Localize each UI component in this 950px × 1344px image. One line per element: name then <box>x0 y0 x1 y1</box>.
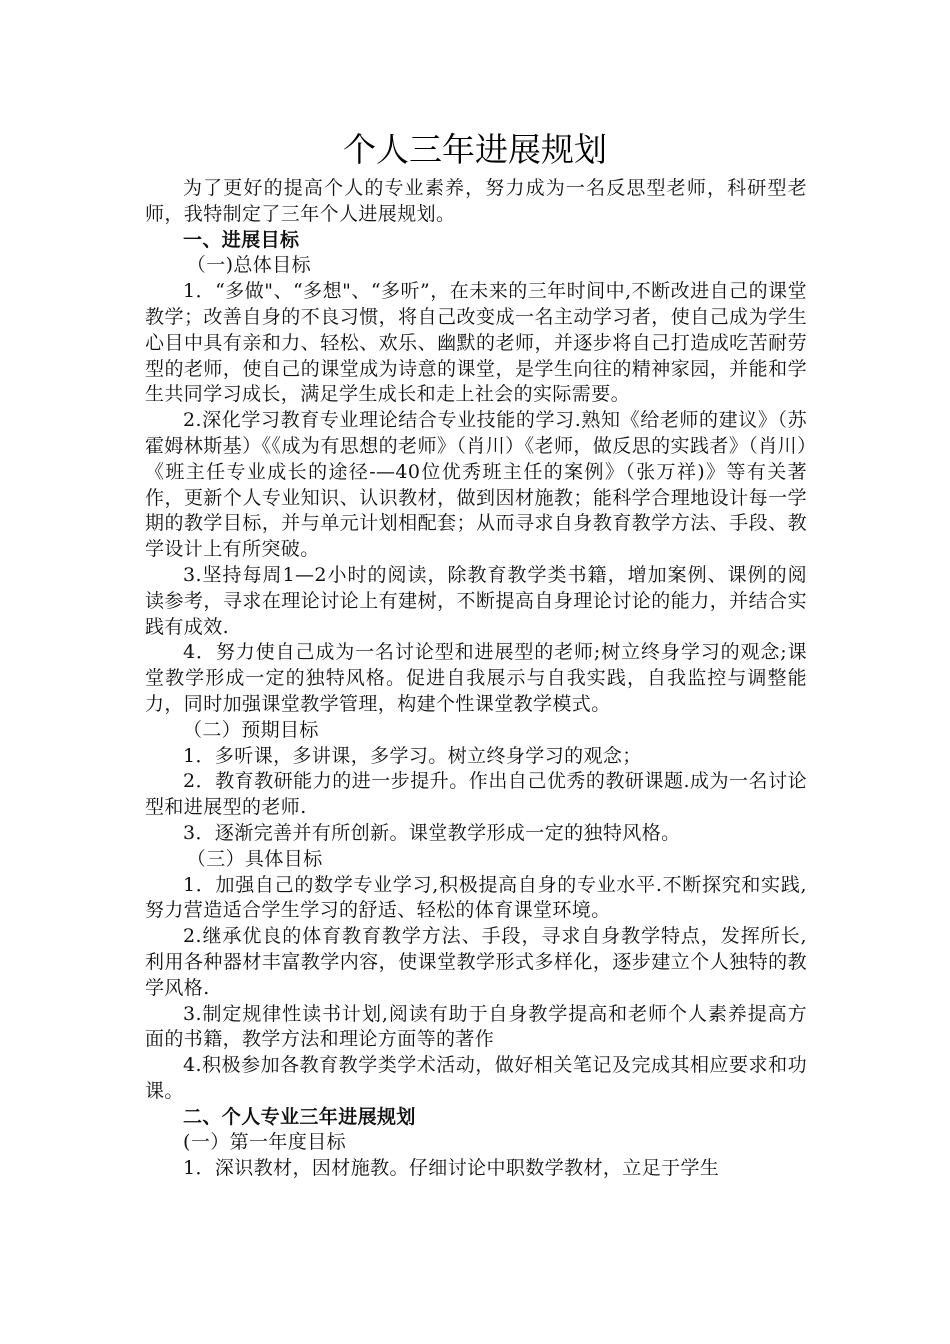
paragraph-intro: 为了更好的提高个人的专业素养，努力成为一名反思型老师，科研型老师，我特制定了三年个人进展规划。 <box>145 177 807 225</box>
heading-goals: 一、进展目标 <box>183 228 300 251</box>
paragraph-first-year-1: 1．深识教材，因材施教。仔细讨论中职数学教材，立足于学生 <box>183 1157 720 1180</box>
subheading-specific-goals: （三）具体目标 <box>186 847 323 870</box>
paragraph-expected-1: 1．多听课，多讲课，多学习。树立终身学习的观念； <box>183 744 642 767</box>
paragraph-expected-2: 2．教育教研能力的进一步提升。作出自己优秀的教研课题.成为一名讨论型和进展型的老师. <box>145 770 807 819</box>
paragraph-goal-4: 4．努力使自己成为一名讨论型和进展型的老师;树立终身学习的观念;课堂教学形成一定的独特风格。促进自我展示与自我实践，自我监控与调整能力，同时加强课堂教学管理，构建个性课堂教学模式。 <box>145 641 807 715</box>
paragraph-specific-2: 2.继承优良的体育教育教学方法、手段，寻求自身教学特点，发挥所长,利用各种器材丰富教学内容，使课堂教学形式多样化，逐步建立个人独特的教学风格. <box>145 925 807 999</box>
document-body <box>145 176 807 1182</box>
paragraph-specific-3: 3.制定规律性读书计划,阅读有助于自身教学提高和老师个人素养提高方面的书籍，教学方法和理论方面等的著作 <box>145 1002 807 1051</box>
paragraph-goal-2: 2.深化学习教育专业理论结合专业技能的学习.熟知《给老师的建议》（苏霍姆林斯基）《《成为有思想的老师》（肖川）《老师，做反思的实践者》（肖川）《班主任专业成长的途径-—40位优秀班主任的案例》（张万祥)》等有关著作，更新个人专业知识、认识教材，做到因材施教；能科学合理地设计每一学期的教学目标，并与单元计划相配套；从而寻求自身教育教学方法、手段、教学设计上有所突破。 <box>145 409 807 561</box>
paragraph-goal-3: 3.坚持每周1—2小时的阅读，除教育教学类书籍，增加案例、课例的阅读参考，寻求在理论讨论上有建树，不断提高自身理论讨论的能力，并结合实践有成效. <box>145 563 807 638</box>
subheading-overall-goals: （一)总体目标 <box>186 254 312 277</box>
subheading-first-year: (一）第一年度目标 <box>183 1131 347 1154</box>
paragraph-goal-1: 1．“多做"、“多想"、“多听”，在未来的三年时间中,不断改进自己的课堂教学；改善自身的不良习惯，将自己改变成一名主动学习者，使自己成为学生心目中具有亲和力、轻松、欢乐、幽默的老师，并逐步将自己打造成吃苦耐劳型的老师，使自己的课堂成为诗意的课堂，是学生向往的精神家园，并能和学生共同学习成长，满足学生成长和走上社会的实际需要。 <box>145 280 807 406</box>
paragraph-specific-1: 1．加强自己的数学专业学习,积极提高自身的专业水平.不断探究和实践,努力营造适合学生学习的舒适、轻松的体育课堂环境。 <box>145 873 807 922</box>
page-title: 个人三年进展规划 <box>343 130 607 169</box>
paragraph-specific-4: 4.积极参加各教育教学类学术活动，做好相关笔记及完成其相应要求和功课。 <box>145 1054 807 1102</box>
heading-three-year-plan: 二、个人专业三年进展规划 <box>183 1105 416 1128</box>
paragraph-expected-3: 3．逐渐完善并有所创新。课堂教学形成一定的独特风格。 <box>183 821 681 844</box>
subheading-expected-goals: （二）预期目标 <box>183 718 319 741</box>
